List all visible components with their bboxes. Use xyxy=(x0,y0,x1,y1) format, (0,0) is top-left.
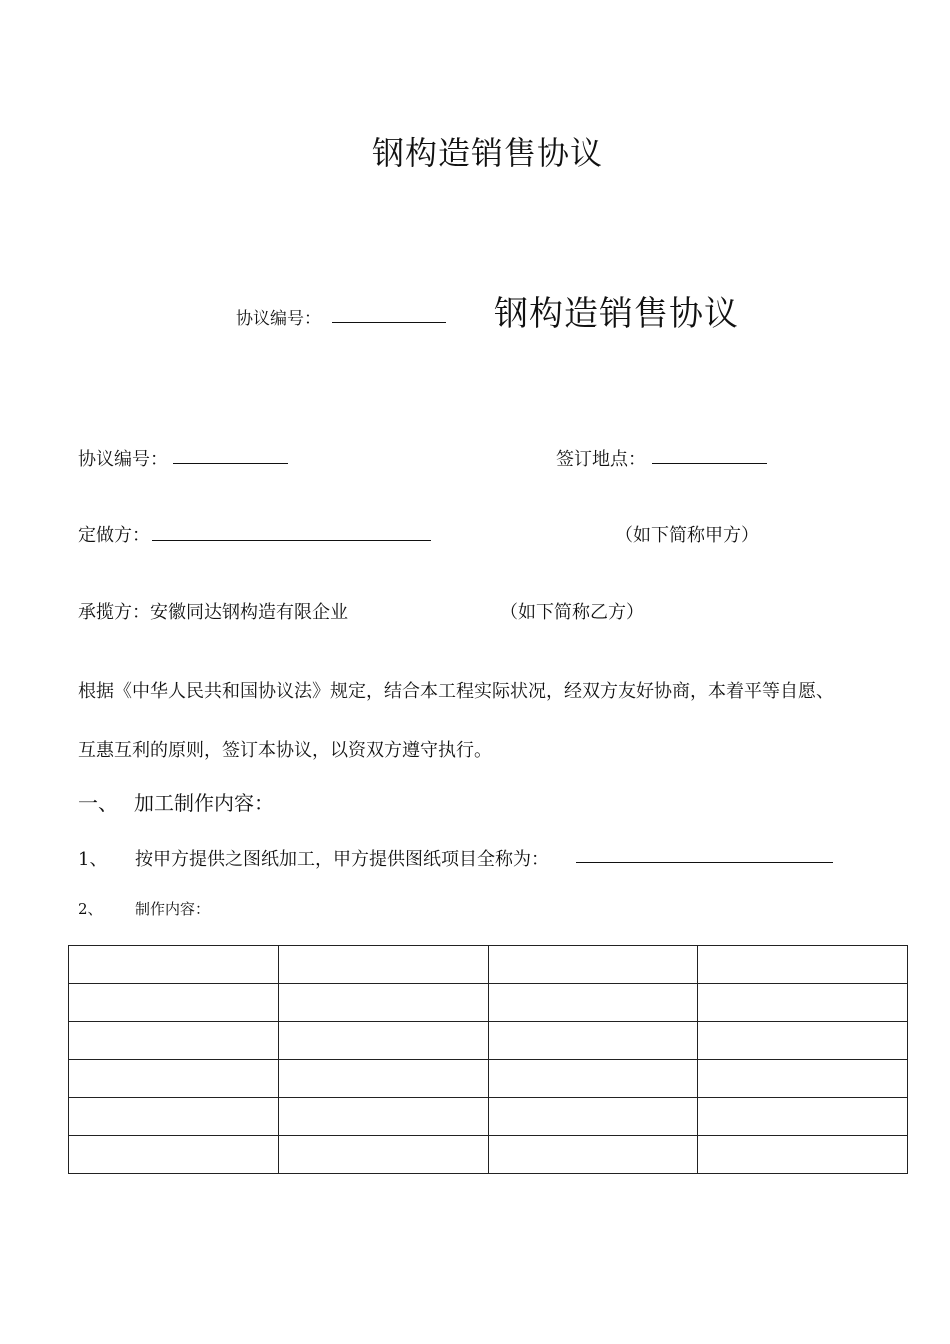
section-1-heading: 加工制作内容： xyxy=(134,791,274,815)
table-cell[interactable] xyxy=(278,1060,488,1098)
table-cell[interactable] xyxy=(69,984,279,1022)
party-a-note: （如下简称甲方） xyxy=(615,525,759,546)
table-cell[interactable] xyxy=(698,1136,908,1174)
table-cell[interactable] xyxy=(698,1022,908,1060)
subheader-number-label: 协议编号： xyxy=(236,309,321,329)
party-a-label: 定做方： xyxy=(78,525,150,546)
party-b-label: 承揽方：安徽同达钢构造有限企业 xyxy=(78,602,348,623)
item-1-number: 1、 xyxy=(78,849,108,870)
party-b-note: （如下简称乙方） xyxy=(500,602,644,623)
item-1-text: 按甲方提供之图纸加工，甲方提供图纸项目全称为： xyxy=(135,849,549,870)
table-cell[interactable] xyxy=(488,1136,698,1174)
item-2-number: 2、 xyxy=(78,900,103,918)
table-cell[interactable] xyxy=(698,1060,908,1098)
table-cell[interactable] xyxy=(278,946,488,984)
preamble-line-1: 根据《中华人民共和国协议法》规定，结合本工程实际状况，经双方友好协商，本着平等自愿、 xyxy=(78,681,834,702)
party-a-blank[interactable] xyxy=(152,540,431,541)
item-2-text: 制作内容： xyxy=(135,900,211,918)
table-cell[interactable] xyxy=(69,1060,279,1098)
table-cell[interactable] xyxy=(278,1098,488,1136)
number-blank[interactable] xyxy=(173,463,288,464)
table-cell[interactable] xyxy=(69,1022,279,1060)
table-cell[interactable] xyxy=(69,946,279,984)
table-cell[interactable] xyxy=(278,1022,488,1060)
table-cell[interactable] xyxy=(698,984,908,1022)
table-cell[interactable] xyxy=(698,1098,908,1136)
table-row xyxy=(69,1136,908,1174)
table-row xyxy=(69,1098,908,1136)
subheader-number-blank[interactable] xyxy=(332,322,446,323)
table-cell[interactable] xyxy=(69,1136,279,1174)
table-cell[interactable] xyxy=(278,984,488,1022)
project-name-blank[interactable] xyxy=(576,862,833,863)
subheader-title: 钢构造销售协议 xyxy=(494,294,739,334)
table-row xyxy=(69,984,908,1022)
table-cell[interactable] xyxy=(488,1098,698,1136)
document-title: 钢构造销售协议 xyxy=(371,134,603,172)
table-row xyxy=(69,1060,908,1098)
location-blank[interactable] xyxy=(652,463,767,464)
table-row xyxy=(69,946,908,984)
table-cell[interactable] xyxy=(488,946,698,984)
table-cell[interactable] xyxy=(69,1098,279,1136)
table-cell[interactable] xyxy=(488,1060,698,1098)
number-label: 协议编号： xyxy=(78,449,168,470)
table-cell[interactable] xyxy=(488,1022,698,1060)
section-1-number: 一、 xyxy=(78,791,118,815)
location-label: 签订地点： xyxy=(556,449,646,470)
table-row xyxy=(69,1022,908,1060)
table-cell[interactable] xyxy=(698,946,908,984)
table-cell[interactable] xyxy=(488,984,698,1022)
preamble-line-2: 互惠互利的原则，签订本协议，以资双方遵守执行。 xyxy=(78,740,492,761)
table-cell[interactable] xyxy=(278,1136,488,1174)
content-table xyxy=(68,945,908,1174)
